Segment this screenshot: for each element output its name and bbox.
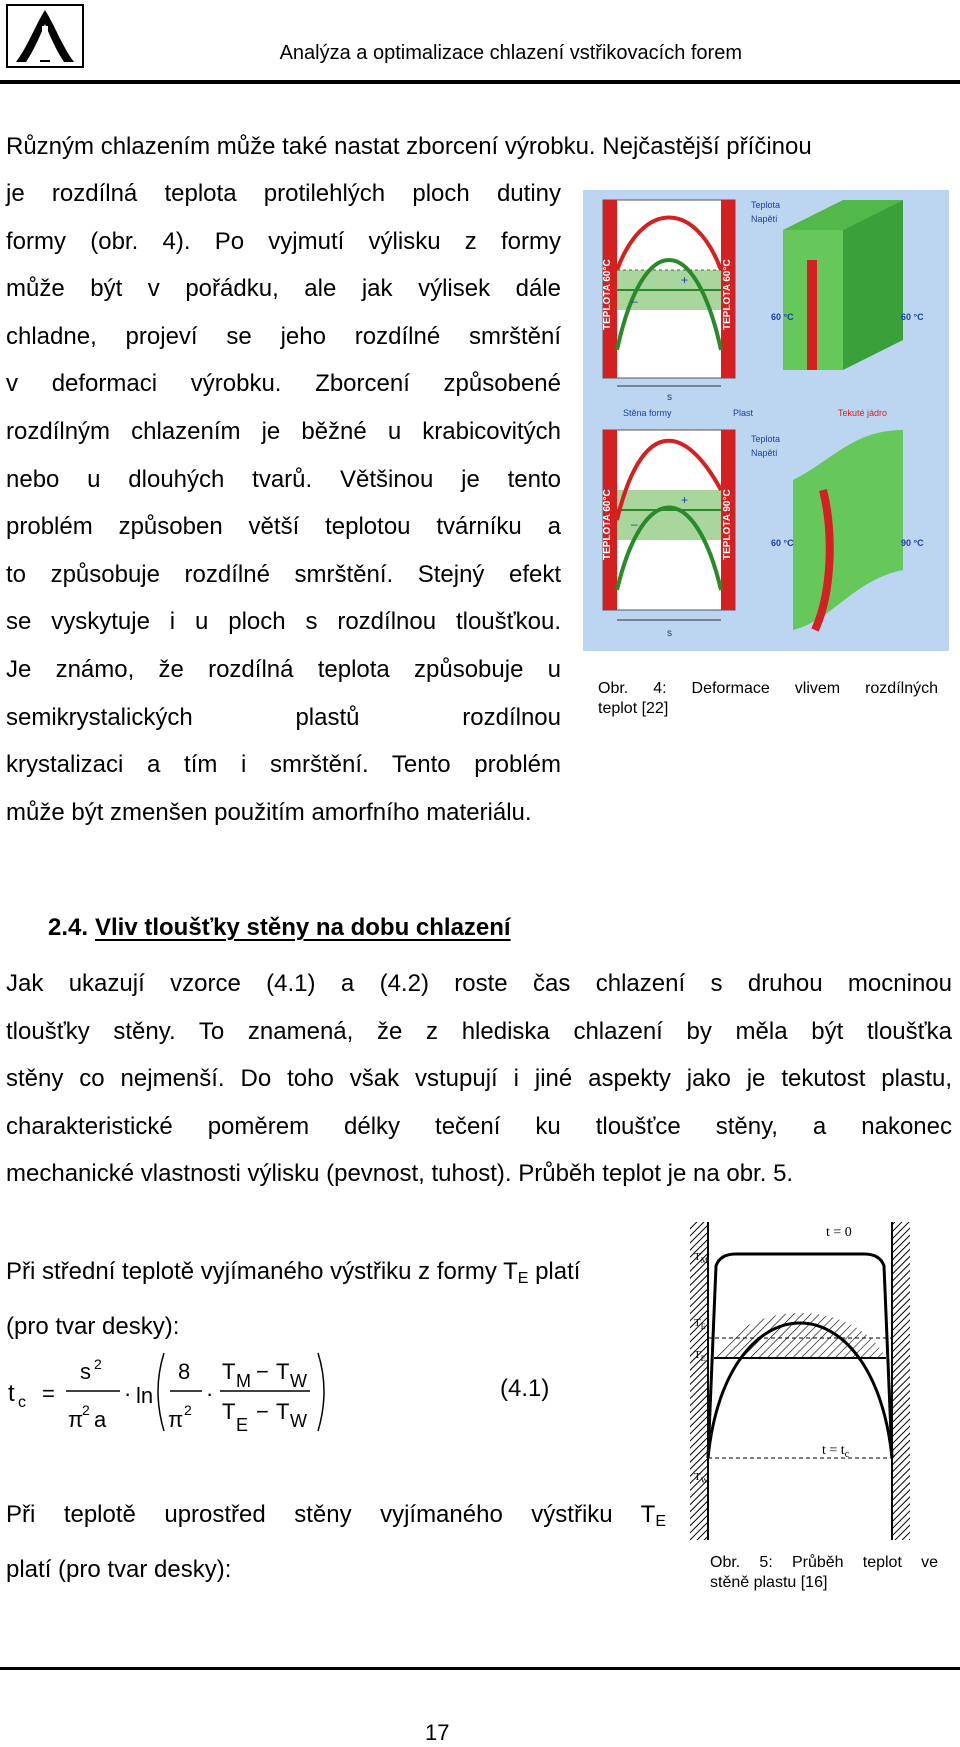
- napeti-label: Napětí: [751, 214, 778, 224]
- svg-text:M: M: [236, 1371, 251, 1391]
- figure-deformation-diagram: [583, 190, 949, 651]
- paragraph-line: Při teplotě uprostřed stěny vyjímaného výstřiku $T_E$: [6, 1501, 666, 1530]
- svg-text:π: π: [168, 1407, 184, 1432]
- svg-text:t = tc: $t = t_c$: [822, 1443, 850, 1460]
- svg-text:8: 8: [178, 1359, 191, 1384]
- svg-text:TE: $T_E$: [694, 1317, 706, 1331]
- svg-text:c: c: [18, 1394, 26, 1411]
- teplota-60-label: TEPLOTA 60°C: [602, 259, 613, 330]
- paragraph-line: může být zmenšen použitím amorfního materiálu.: [6, 799, 532, 826]
- svg-text:2: 2: [82, 1402, 90, 1418]
- napeti-label: Napětí: [751, 448, 778, 458]
- figure4-caption: [598, 679, 938, 719]
- paragraph-line: mechanické vlastnosti výlisku (pevnost, tuhost). Průběh teplot je na obr. 5.: [6, 1160, 794, 1188]
- paragraph-mid-wall-temperature: [6, 1491, 666, 1593]
- paragraph-mean-temperature: [6, 1248, 686, 1350]
- svg-text:W: W: [290, 1371, 307, 1391]
- tw-label: T: [694, 1471, 701, 1483]
- paragraph-line: Je známo, že rozdílná teplota způsobuje u: [6, 655, 561, 683]
- paragraph-line: stěny co nejmenší. Do toho však vstupují i jiné aspekty jako je tekutost plastu,: [6, 1065, 952, 1093]
- figure5-caption: [710, 1553, 938, 1593]
- paragraph-line: Jak ukazují vzorce (4.1) a (4.2) roste čas chlazení s druhou mocninou: [6, 970, 952, 997]
- teplota-label: Teplota: [751, 434, 781, 444]
- svg-text:E: E: [236, 1415, 249, 1435]
- paragraph-section-text: [6, 960, 952, 1198]
- minus-sign: –: [631, 517, 638, 531]
- formula-4-1: [6, 1345, 646, 1435]
- tm-label: T: [694, 1251, 701, 1263]
- caption-line: teplot [22]: [598, 700, 669, 717]
- caption-line: stěně plastu [16]: [710, 1574, 828, 1591]
- svg-text:TW: $T_W$: [694, 1471, 709, 1485]
- temp-90-label: 90 °C: [901, 538, 924, 548]
- header-divider: [0, 80, 960, 84]
- paragraph-line: krystalizaci a tím i smrštění. Tento problém: [6, 751, 561, 779]
- paragraph-line: nebo u dlouhých tvarů. Většinou je tento: [6, 465, 561, 493]
- svg-text:·: ·: [206, 1381, 214, 1406]
- temp-60-label: 60 °C: [771, 538, 794, 548]
- paragraph-line: (pro tvar desky):: [6, 1312, 180, 1340]
- stena-formy-label: Stěna formy: [623, 408, 672, 418]
- paragraph-line: platí (pro tvar desky):: [6, 1555, 232, 1583]
- svg-text:T: T: [222, 1399, 236, 1424]
- teplota-60-label: TEPLOTA 60°C: [722, 259, 733, 330]
- svg-text:W: W: [290, 1411, 307, 1431]
- header-title: Analýza a optimalizace chlazení vstřikovacích forem: [279, 42, 742, 64]
- t-tc-label: t = t: [822, 1443, 845, 1458]
- minus-sign: –: [631, 294, 638, 308]
- svg-text:T: T: [276, 1399, 290, 1424]
- caption-line: Obr. 5: Průběh teplot ve: [710, 1554, 938, 1571]
- svg-text:TM: $T_M$: [694, 1251, 708, 1265]
- paragraph-line: tloušťky stěny. To znamená, že z hlediska chlazení by měla být tloušťka: [6, 1017, 952, 1045]
- svg-text:TE: $T_E$: [694, 1349, 706, 1363]
- svg-text:−: −: [256, 1399, 269, 1424]
- s-label: s: [667, 392, 672, 403]
- svg-text:·: ·: [124, 1381, 132, 1406]
- svg-text:s: s: [80, 1359, 91, 1384]
- paragraph-line: formy (obr. 4). Po vyjmutí výlisku z formy: [6, 227, 561, 255]
- figure-temperature-profile: [686, 1218, 914, 1544]
- svg-text:2: 2: [94, 1356, 102, 1372]
- paragraph-line: je rozdílná teplota protilehlých ploch dutiny: [6, 180, 561, 207]
- te-label: T: [694, 1317, 701, 1329]
- temp-60-label: 60 °C: [771, 312, 794, 322]
- caption-line: Obr. 4: Deformace vlivem rozdílných: [598, 680, 938, 697]
- teplota-label: Teplota: [751, 200, 781, 210]
- paragraph-line: rozdílným chlazením je běžné u krabicovitých: [6, 417, 561, 445]
- plast-label: Plast: [733, 408, 754, 418]
- formula-t: t: [8, 1380, 15, 1407]
- s-label: s: [667, 628, 672, 639]
- te-label: T: [694, 1349, 701, 1361]
- university-logo: [6, 4, 84, 68]
- paragraph-wrapped-text: [6, 170, 561, 789]
- paragraph-line: Při střední teplotě vyjímaného výstřiku z formy $T_E$ platí: [6, 1258, 581, 1287]
- paragraph-line: může být v pořádku, ale jak výlisek dále: [6, 275, 561, 303]
- page-number: 17: [425, 1720, 450, 1745]
- paragraph-line: charakteristické poměrem délky tečení ku tloušťce stěny, a nakonec: [6, 1112, 952, 1140]
- plus-sign: +: [681, 273, 689, 287]
- teplota-90-label: TEPLOTA 90°C: [722, 489, 733, 560]
- svg-text:π: π: [68, 1407, 84, 1432]
- svg-text:T: T: [222, 1359, 236, 1384]
- tekute-jadro-label: Tekuté jádro: [838, 408, 888, 418]
- paragraph-line: problém způsoben větší teplotou tvárníku a: [6, 513, 561, 541]
- svg-text:−: −: [256, 1359, 269, 1384]
- footer-divider: [0, 1667, 960, 1670]
- section-number: 2.4.: [48, 914, 89, 941]
- teplota-60-label: TEPLOTA 60°C: [602, 489, 613, 560]
- svg-text:2: 2: [184, 1402, 192, 1418]
- paragraph-line: se vyskytuje i u ploch s rozdílnou tloušťkou.: [6, 608, 561, 636]
- paragraph-line: v deformaci výrobku. Zborcení způsobené: [6, 370, 561, 398]
- paragraph-line: semikrystalických plastů rozdílnou: [6, 703, 561, 731]
- svg-text:ln: ln: [136, 1383, 154, 1408]
- plus-sign: +: [681, 493, 689, 507]
- svg-text:=: =: [42, 1381, 55, 1406]
- paragraph-line: to způsobuje rozdílné smrštění. Stejný efekt: [6, 560, 561, 588]
- svg-text:a: a: [94, 1407, 107, 1432]
- section-title: Vliv tloušťky stěny na dobu chlazení: [95, 914, 511, 941]
- temp-60-label: 60 °C: [901, 312, 924, 322]
- paragraph-line: chladne, projeví se jeho rozdílné smrštění: [6, 322, 561, 350]
- equation-number: (4.1): [500, 1375, 550, 1402]
- t0-label: t = 0: [826, 1225, 852, 1240]
- svg-text:T: T: [276, 1359, 290, 1384]
- paragraph-line: Různým chlazením může také nastat zborcení výrobku. Nejčastější příčinou: [6, 133, 812, 160]
